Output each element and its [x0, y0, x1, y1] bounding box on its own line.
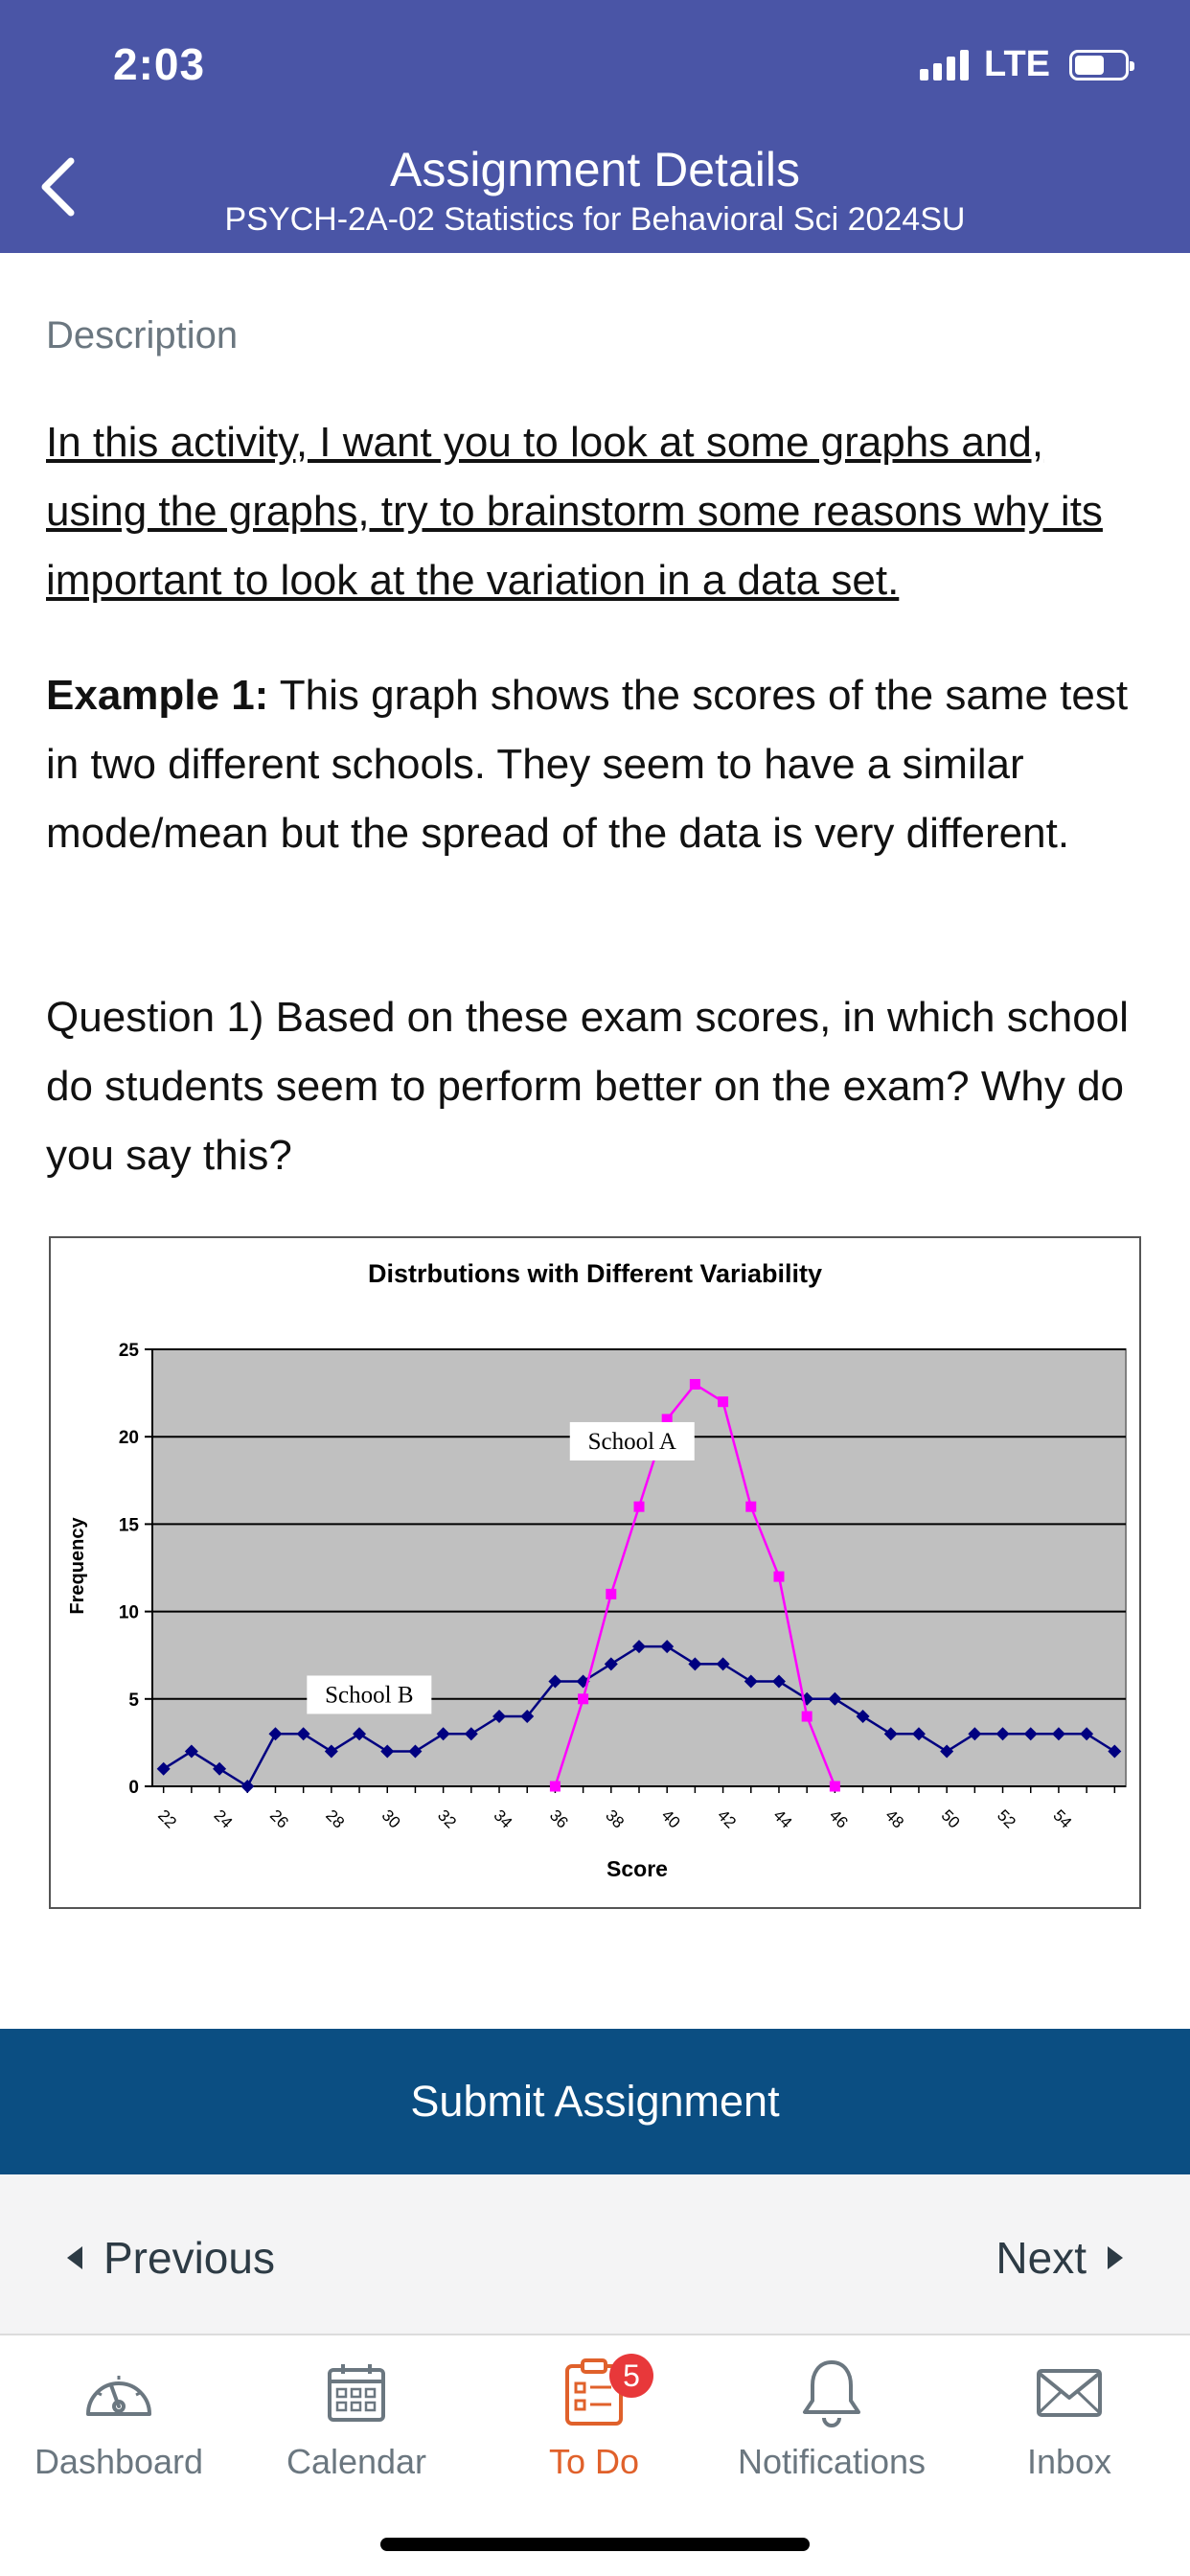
previous-label: Previous [103, 2233, 275, 2283]
data-point [606, 1589, 616, 1599]
signal-icon [920, 50, 969, 80]
course-subtitle: PSYCH-2A-02 Statistics for Behavioral Sci 2024SU [224, 201, 966, 238]
status-icons [920, 44, 1129, 85]
x-tick-label: 24 [210, 1806, 237, 1832]
home-indicator [380, 2538, 810, 2551]
y-tick-label: 10 [118, 1602, 139, 1623]
x-tick-label: 26 [265, 1806, 292, 1832]
caret-left-icon [67, 2246, 82, 2269]
caret-right-icon [1108, 2246, 1123, 2269]
distribution-chart [49, 1236, 1141, 1909]
x-tick-label: 54 [1049, 1806, 1076, 1832]
y-tick-label: 5 [128, 1690, 139, 1711]
x-tick-label: 48 [881, 1806, 908, 1832]
x-tick-label: 52 [994, 1806, 1019, 1832]
tab-inbox[interactable] [950, 2336, 1188, 2499]
data-point [550, 1782, 561, 1792]
y-tick-label: 20 [118, 1428, 139, 1449]
data-point [690, 1379, 700, 1390]
inbox-icon [1036, 2367, 1103, 2419]
y-tick-label: 0 [128, 1778, 139, 1798]
intro-text: In this activity, I want you to look at some graphs and, using the graphs, try to brainstorm some reasons why its important to look at the variation in a data set. [46, 419, 1103, 604]
tab-label: Notifications [737, 2442, 927, 2481]
y-tick-label: 15 [118, 1515, 139, 1536]
battery-icon [1069, 50, 1129, 80]
plot-area [152, 1349, 1126, 1786]
x-tick-label: 22 [154, 1806, 180, 1832]
data-point [745, 1502, 756, 1512]
chart-x-axis-label: Score [606, 1856, 668, 1881]
x-tick-label: 46 [825, 1806, 852, 1832]
x-tick-label: 36 [545, 1806, 572, 1832]
submit-assignment-button[interactable]: Submit Assignment [0, 2029, 1190, 2174]
data-point [634, 1502, 645, 1512]
app-header [0, 0, 1190, 253]
chart-title: Distrbutions with Different Variability [367, 1259, 823, 1288]
tab-label: To Do [548, 2442, 640, 2481]
pager-bar [0, 2174, 1190, 2335]
example-label: Example 1: [46, 672, 269, 719]
description-label: Description [46, 314, 239, 356]
tab-notifications[interactable] [713, 2336, 950, 2499]
x-tick-label: 38 [602, 1806, 629, 1832]
tab-dashboard[interactable] [0, 2336, 238, 2499]
x-tick-label: 28 [322, 1806, 349, 1832]
x-tick-label: 34 [490, 1806, 516, 1832]
bottom-tab-bar [0, 2336, 1190, 2576]
next-label: Next [995, 2233, 1087, 2283]
next-button[interactable] [995, 2232, 1123, 2284]
data-point [773, 1572, 784, 1582]
data-point [578, 1693, 588, 1704]
dashboard-icon [82, 2364, 155, 2422]
tab-calendar[interactable] [238, 2336, 475, 2499]
data-point [802, 1712, 812, 1722]
status-time: 2:03 [113, 39, 206, 89]
tab-todo[interactable] [475, 2336, 713, 2499]
y-tick-label: 25 [118, 1341, 139, 1361]
x-tick-label: 50 [937, 1806, 964, 1832]
bell-icon [801, 2358, 862, 2427]
x-tick-label: 32 [434, 1806, 460, 1832]
series-annotation: School B [325, 1682, 414, 1709]
example-paragraph [46, 661, 1148, 868]
x-tick-label: 42 [714, 1806, 740, 1832]
chart-y-axis-label: Frequency [67, 1517, 88, 1615]
question-text: Question 1) Based on these exam scores, in which school do students seem to perform better on the exam? Why do you say this? [46, 994, 1129, 1179]
example-text: This graph shows the scores of the same test in two different schools. They seem to have a similar mode/mean but the spread of the data is very different. [46, 672, 1129, 857]
page-title: Assignment Details [390, 143, 800, 196]
calendar-icon [326, 2362, 387, 2424]
network-label: LTE [984, 44, 1050, 84]
tab-label: Calendar [286, 2442, 427, 2481]
x-tick-label: 30 [378, 1806, 404, 1832]
data-point [830, 1782, 840, 1792]
todo-count-badge: 5 [609, 2354, 653, 2398]
tab-label: Inbox [1026, 2442, 1112, 2481]
tab-label: Dashboard [34, 2442, 204, 2481]
x-tick-label: 44 [769, 1806, 796, 1832]
series-annotation: School A [587, 1428, 676, 1455]
x-tick-label: 40 [657, 1806, 684, 1832]
previous-button[interactable] [67, 2232, 275, 2284]
data-point [718, 1396, 728, 1407]
